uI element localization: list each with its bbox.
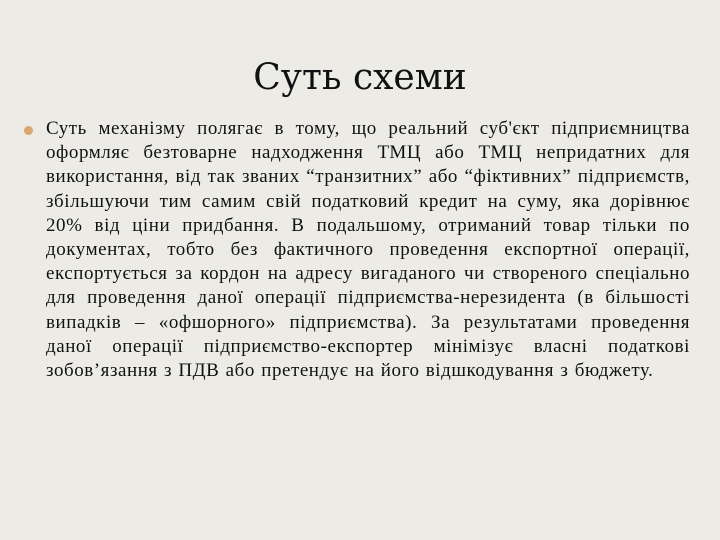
bullet-text: Суть механізму полягає в тому, що реальний суб'єкт підприємництва оформляє безтоварне надходження ТМЦ або ТМЦ непридатних для використання, від так званих “транзитних” або “фіктивних” підприємств, збільшуючи тим самим свій податковий кредит на суму, яка дорівнює 20% від ціни придбання. В подальшому, отриманий товар тільки по документах, тобто без фактичного проведення експортної операції, експортується за кордон на адресу вигаданого чи створеного спеціально для проведення даної операції підприємства-нерезидента (в більшості випадків – «офшорного» підприємства). За результатами проведення даної операції підприємство-експортер мінімізує власні податкові зобов’язання з ПДВ або претендує на його відшкодування з бюджету.	[46, 118, 690, 382]
bullet-item	[46, 117, 690, 383]
bullet-dot-icon	[24, 126, 33, 135]
slide-title: Суть схеми	[253, 57, 467, 98]
